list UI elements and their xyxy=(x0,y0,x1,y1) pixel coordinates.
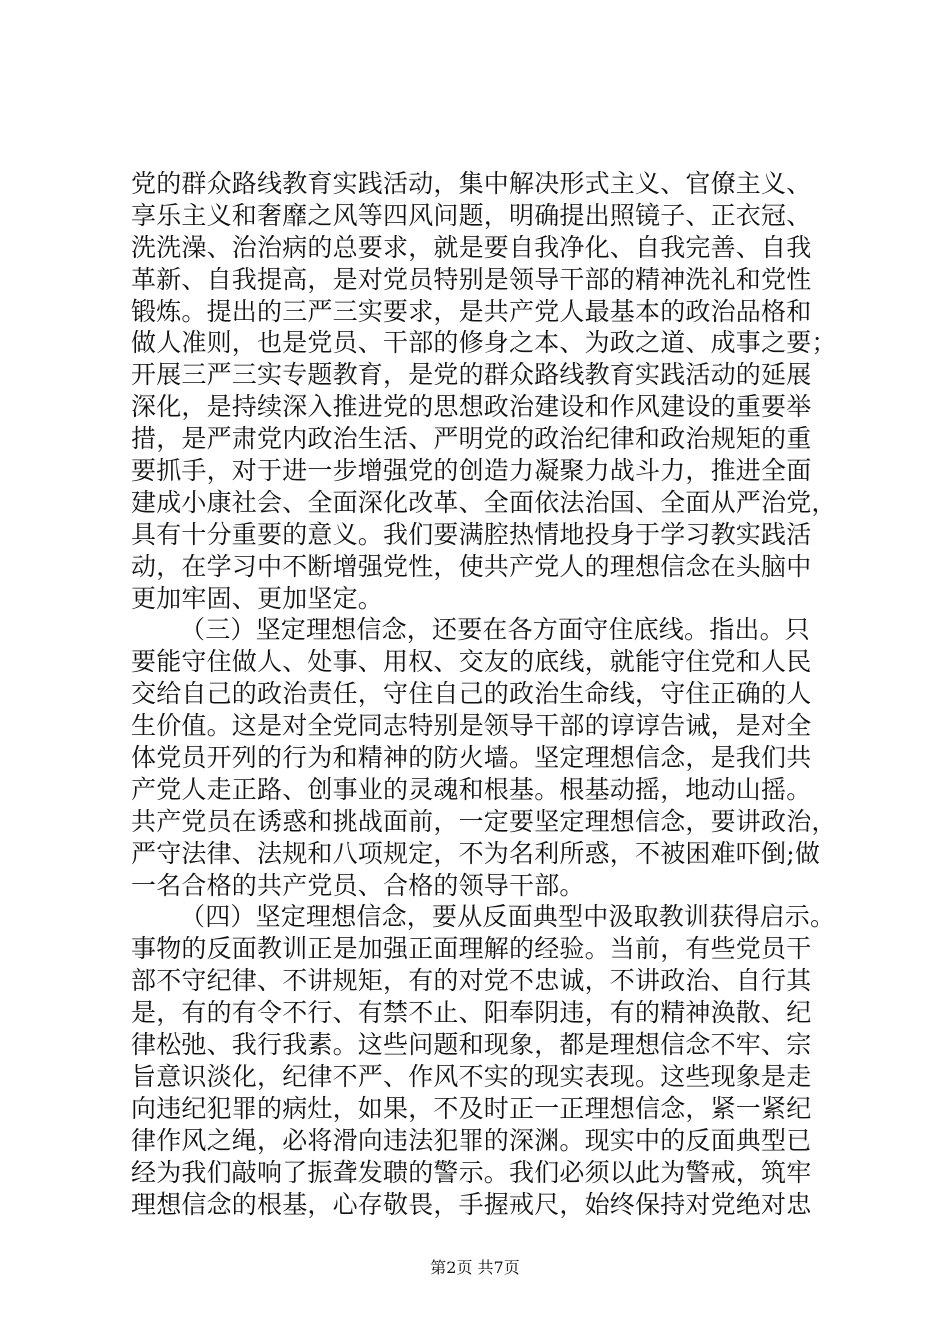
text-line: 向违纪犯罪的病灶，如果，不及时正一正理想信念，紧一紧纪 xyxy=(131,1093,812,1123)
text-line: 做人准则，也是党员、干部的修身之本、为政之道、成事之要； xyxy=(131,328,837,358)
paragraph-heading-3: （三）坚定理想信念，还要在各方面守住底线。指出。只 xyxy=(180,615,811,645)
text-line: 要抓手，对于进一步增强党的创造力凝聚力战斗力，推进全面 xyxy=(131,456,812,486)
text-line: 经为我们敲响了振聋发聩的警示。我们必须以此为警戒，筑牢 xyxy=(131,1157,812,1187)
text-line: 律松弛、我行我素。这些问题和现象，都是理想信念不牢、宗 xyxy=(131,1030,812,1060)
text-line: 产党人走正路、创事业的灵魂和根基。根基动摇，地动山摇。 xyxy=(131,774,812,804)
page-number-footer: 第2页 共7页 xyxy=(430,1258,520,1277)
text-line: 体党员开列的行为和精神的防火墙。坚定理想信念，是我们共 xyxy=(131,743,812,773)
text-line: 革新、自我提高，是对党员特别是领导干部的精神洗礼和党性 xyxy=(131,264,812,294)
text-line: 建成小康社会、全面深化改革、全面依法治国、全面从严治党， xyxy=(131,487,837,517)
text-line: 严守法律、法规和八项规定，不为名利所惑，不被困难吓倒;做 xyxy=(131,838,821,868)
text-line: 部不守纪律、不讲规矩，有的对党不忠诚，不讲政治、自行其 xyxy=(131,966,812,996)
text-line: 深化，是持续深入推进党的思想政治建设和作风建设的重要举 xyxy=(131,392,812,422)
text-line: 锻炼。提出的三严三实要求，是共产党人最基本的政治品格和 xyxy=(131,296,812,326)
text-line: 动，在学习中不断增强党性，使共产党人的理想信念在头脑中 xyxy=(131,551,812,581)
text-line: 要能守住做人、处事、用权、交友的底线，就能守住党和人民 xyxy=(131,647,812,677)
paragraph-heading-4: （四）坚定理想信念，要从反面典型中汲取教训获得启示。 xyxy=(180,902,836,932)
text-line: 措，是严肃党内政治生活、严明党的政治纪律和政治规矩的重 xyxy=(131,424,812,454)
text-line: 享乐主义和奢靡之风等四风问题，明确提出照镜子、正衣冠、 xyxy=(131,200,812,230)
text-line: 一名合格的共产党员、合格的领导干部。 xyxy=(131,870,585,900)
text-line: 律作风之绳，必将滑向违法犯罪的深渊。现实中的反面典型已 xyxy=(131,1125,812,1155)
text-line: 生价值。这是对全党同志特别是领导干部的谆谆告诫，是对全 xyxy=(131,711,812,741)
text-line: 洗洗澡、治治病的总要求，就是要自我净化、自我完善、自我 xyxy=(131,232,812,262)
text-line: 更加牢固、更加坚定。 xyxy=(131,583,384,613)
text-line: 交给自己的政治责任，守住自己的政治生命线，守住正确的人 xyxy=(131,679,812,709)
text-line: 党的群众路线教育实践活动，集中解决形式主义、官僚主义、 xyxy=(131,169,812,198)
text-line: 事物的反面教训正是加强正面理解的经验。当前，有些党员干 xyxy=(131,934,812,964)
text-line: 共产党员在诱惑和挑战面前，一定要坚定理想信念，要讲政治， xyxy=(131,806,837,836)
text-line: 旨意识淡化，纪律不严、作风不实的现实表现。这些现象是走 xyxy=(131,1061,812,1091)
text-line: 理想信念的根基，心存敬畏，手握戒尺，始终保持对党绝对忠 xyxy=(131,1189,812,1219)
text-line: 开展三严三实专题教育，是党的群众路线教育实践活动的延展 xyxy=(131,360,812,390)
document-body xyxy=(131,168,837,1220)
text-line: 具有十分重要的意义。我们要满腔热情地投身于学习教实践活 xyxy=(131,519,812,549)
text-line: 是，有的有令不行、有禁不止、阳奉阴违，有的精神涣散、纪 xyxy=(131,998,812,1028)
